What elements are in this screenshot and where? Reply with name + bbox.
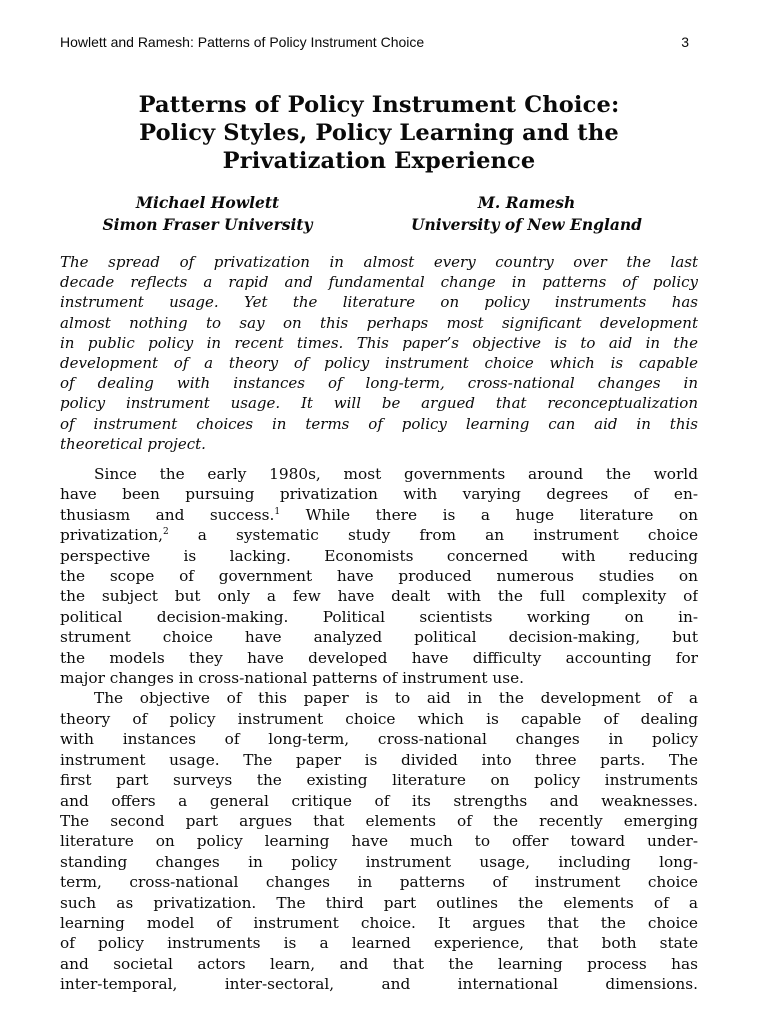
body-line-segment: While there is a huge literature on	[280, 505, 698, 524]
author-block	[60, 192, 698, 236]
body-line: and offers a general critique of its strengths and weaknesses.	[60, 791, 698, 810]
running-head-title: Howlett and Ramesh: Patterns of Policy Instrument Choice	[60, 34, 425, 50]
abstract-line: in public policy in recent times. This paper’s objective is to aid in the	[60, 333, 698, 352]
body-line: literature on policy learning have much to offer toward under-	[60, 832, 698, 851]
body-line: strument choice have analyzed political decision-making, but	[60, 628, 698, 647]
abstract-line: instrument usage. Yet the literature on policy instruments has	[60, 293, 698, 312]
body-line	[60, 505, 698, 525]
body-line: such as privatization. The third part outlines the elements of a	[60, 893, 698, 912]
body-line: standing changes in policy instrument usage, including long-	[60, 852, 698, 871]
body-line: The second part argues that elements of the recently emerging	[60, 811, 698, 830]
abstract	[60, 252, 698, 454]
body-line: theory of policy instrument choice which is capable of dealing	[60, 709, 698, 728]
body-line: the scope of government have produced numerous studies on	[60, 567, 698, 586]
abstract-line: The spread of privatization in almost every country over the last	[60, 253, 698, 271]
body-line: political decision-making. Political scientists working on in-	[60, 607, 698, 626]
body-line: Since the early 1980s, most governments around the world	[94, 465, 698, 483]
abstract-line: almost nothing to say on this perhaps most significant development	[60, 313, 698, 332]
body-line: the subject but only a few have dealt with the full complexity of	[60, 587, 698, 606]
abstract-line: decade reflects a rapid and fundamental change in patterns of policy	[60, 273, 698, 292]
body-line: and societal actors learn, and that the learning process has	[60, 954, 698, 973]
abstract-line: theoretical project.	[60, 434, 206, 453]
body-line: major changes in cross-national patterns of instrument use.	[60, 669, 525, 688]
body-line-segment: privatization,	[60, 526, 163, 545]
body-line: of policy instruments is a learned experience, that both state	[60, 934, 698, 953]
body-line: term, cross-national changes in patterns of instrument choice	[60, 873, 698, 892]
paper-title	[60, 91, 698, 175]
body-line	[60, 525, 698, 545]
body-line: inter-temporal, inter-sectoral, and international dimensions.	[60, 975, 698, 994]
body-line: learning model of instrument choice. It argues that the choice	[60, 913, 698, 932]
author-name: M. Ramesh	[477, 193, 576, 212]
body-line: first part surveys the existing literature on policy instruments	[60, 771, 698, 790]
footnote-mark: 1	[274, 506, 281, 517]
paper-title-line: Policy Styles, Policy Learning and the	[139, 120, 619, 146]
author-name: Michael Howlett	[135, 193, 280, 212]
body-line: the models they have developed have difficulty accounting for	[60, 648, 698, 667]
body-line-segment: a systematic study from an instrument choice	[168, 526, 698, 545]
running-head	[60, 33, 698, 51]
paper-title-line: Patterns of Policy Instrument Choice:	[138, 92, 620, 118]
body-line: have been pursuing privatization with varying degrees of en-	[60, 485, 698, 504]
abstract-line: development of a theory of policy instrument choice which is capable	[60, 354, 698, 373]
body-line: The objective of this paper is to aid in the development of a	[94, 689, 698, 708]
body-text	[60, 464, 698, 995]
abstract-line: of instrument choices in terms of policy learning can aid in this	[60, 414, 698, 433]
body-line: with instances of long-term, cross-national changes in policy	[60, 730, 698, 749]
author-affiliation: Simon Fraser University	[102, 215, 313, 234]
paper-title-line: Privatization Experience	[222, 148, 536, 174]
body-line: instrument usage. The paper is divided into three parts. The	[60, 750, 698, 769]
page-number: 3	[681, 34, 689, 50]
author-ramesh	[355, 192, 698, 236]
abstract-line: policy instrument usage. It will be argued that reconceptualization	[60, 394, 698, 413]
abstract-line: of dealing with instances of long-term, cross-national changes in	[60, 374, 698, 393]
body-line-segment: thusiasm and success.	[60, 505, 275, 524]
body-line: perspective is lacking. Economists concerned with reducing	[60, 546, 698, 565]
footnote-mark: 2	[162, 527, 169, 538]
author-affiliation: University of New England	[410, 215, 643, 234]
author-howlett	[60, 192, 355, 236]
